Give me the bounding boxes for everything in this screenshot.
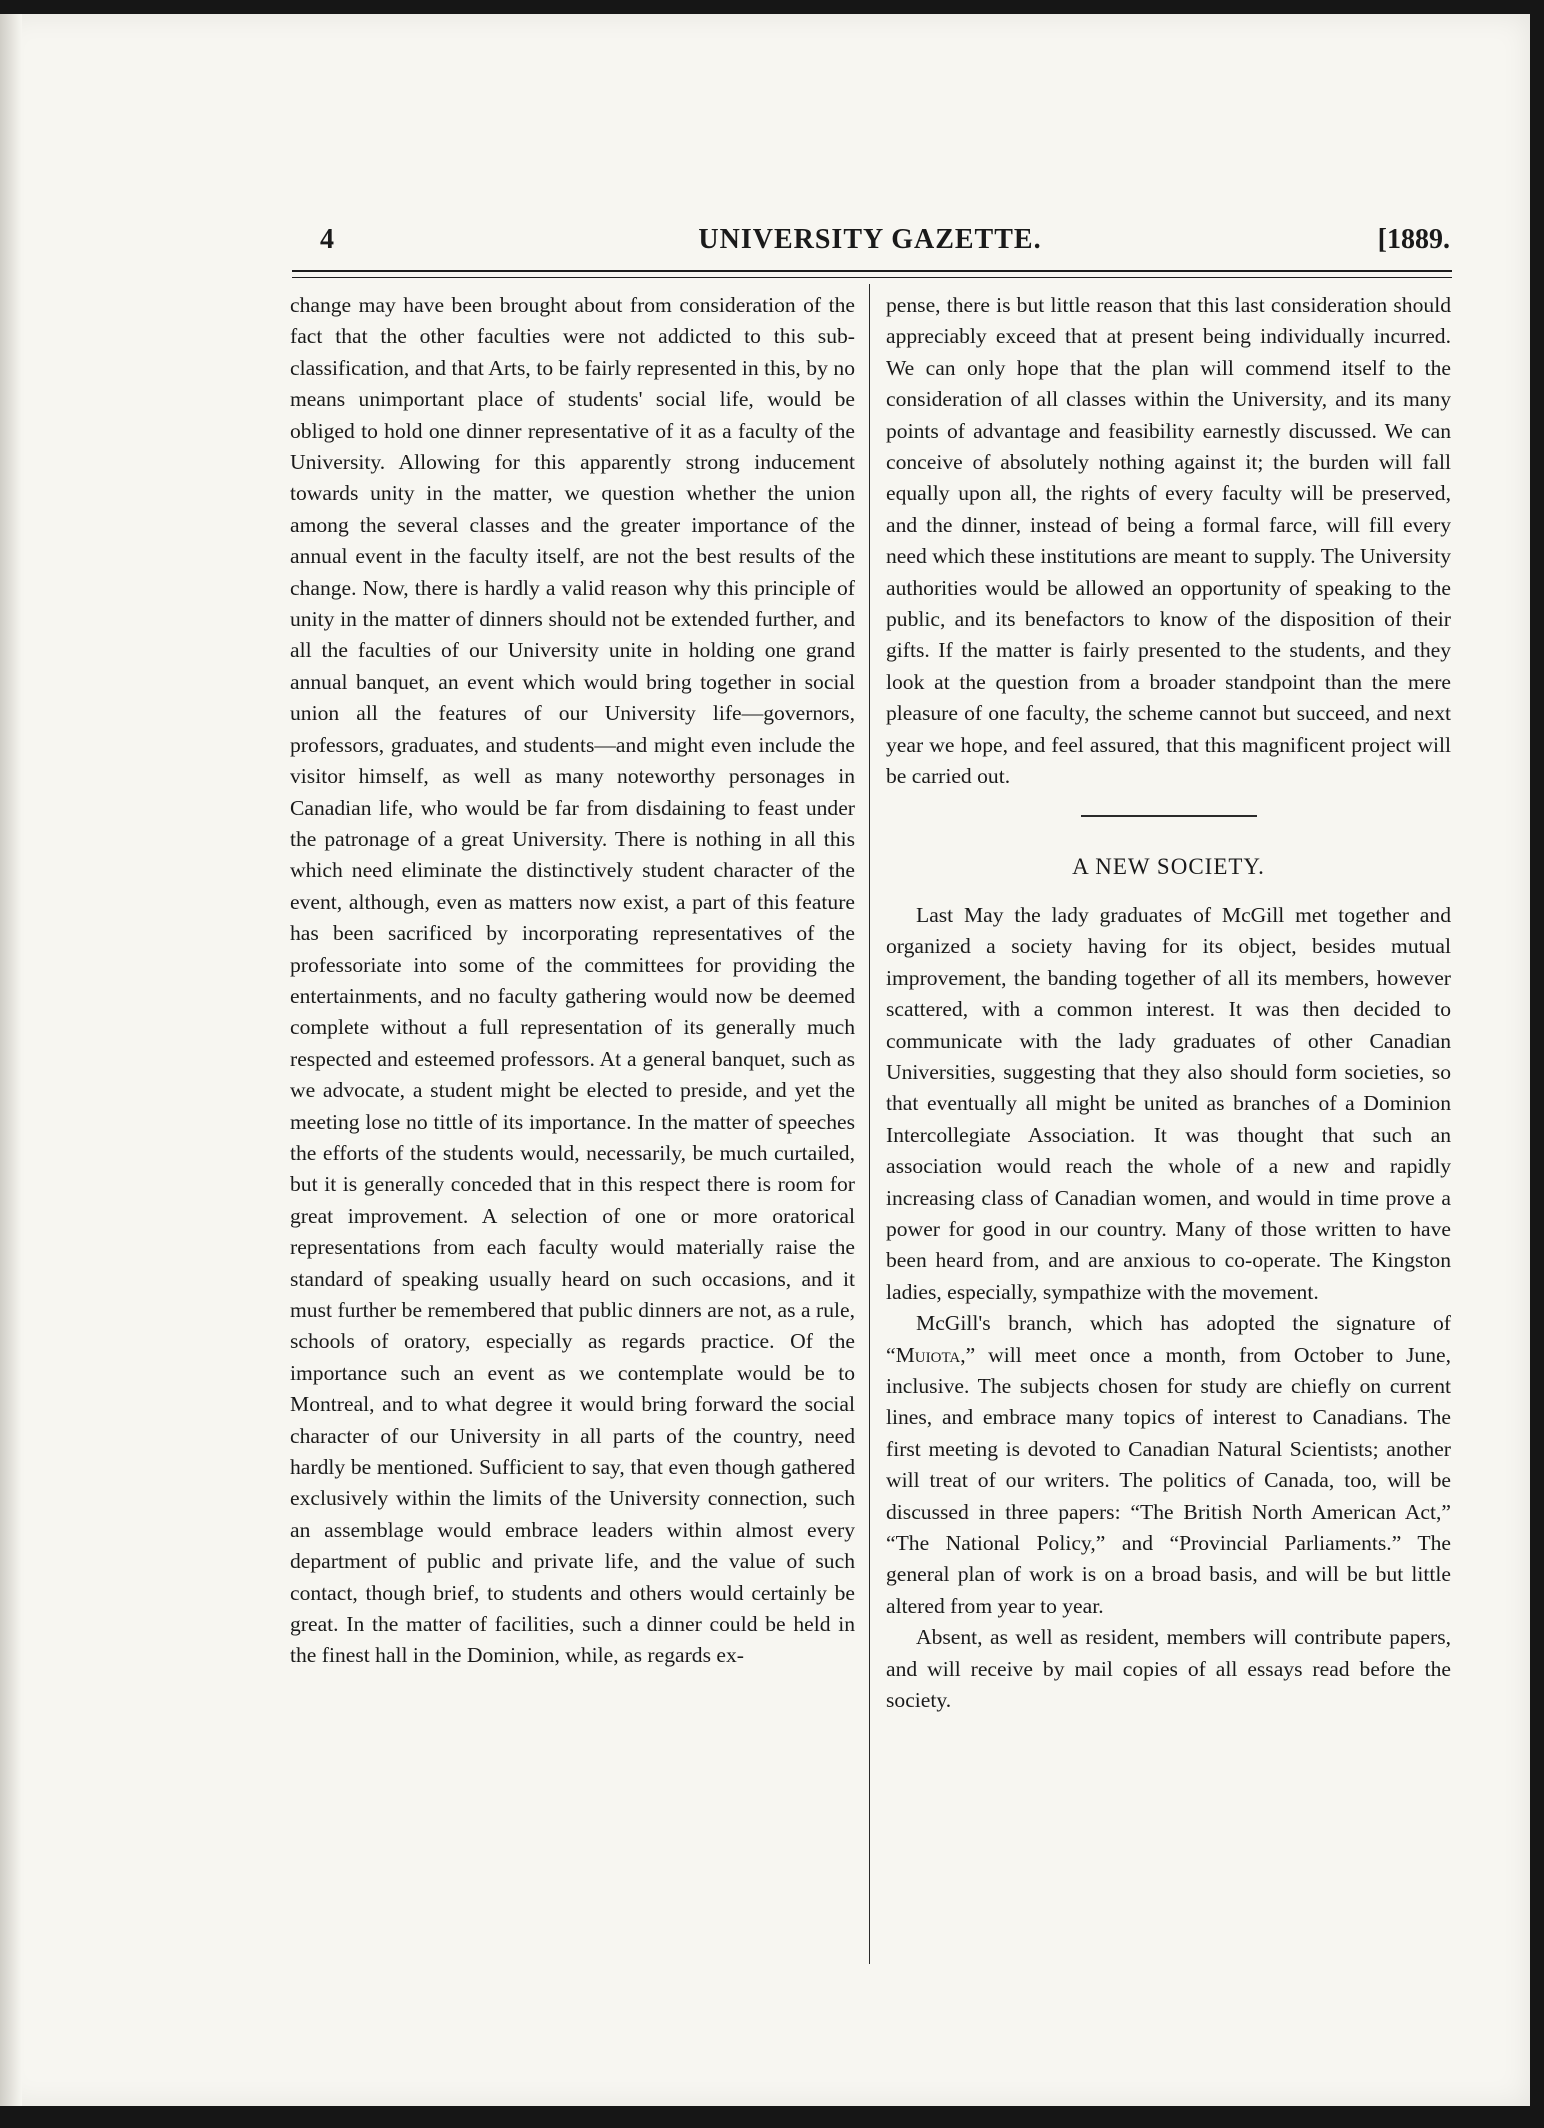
section-separator: [1081, 815, 1257, 817]
society-paragraph-1: Last May the lady graduates of McGill met together and organized a society having for its object, besides mutual improvement, the banding together of all its members, however scattered, with a common interest. It was then decided to communicate with the lady graduates of other Canadian Universities, suggesting that they also should form societies, so that eventually all might be united as branches of a Dominion Intercollegiate Association. It was thought that such an association would reach the whole of a new and rapidly increasing class of Canadian women, and would in time prove a power for good in our country. Many of those written to have been heard from, and are anxious to co-operate. The Kingston ladies, especially, sympathize with the movement.: [886, 902, 1451, 1304]
society-paragraph-2: [886, 1308, 1451, 1622]
gazette-page: [0, 14, 1530, 2106]
page-edge-shadow: [0, 14, 22, 2106]
page-number: 4: [320, 224, 334, 255]
page-header: [290, 224, 1450, 270]
paragraph-2-start: McGill's branch, which has adopted the signature of “: [886, 1311, 1451, 1367]
running-title: UNIVERSITY GAZETTE.: [698, 224, 1042, 255]
society-signature-name: Muiota: [895, 1342, 961, 1367]
header-rule-top: [292, 270, 1452, 272]
society-paragraph-3: Absent, as well as resident, members will contribute papers, and will receive by mail copies of all essays read before the society.: [886, 1625, 1451, 1713]
column-divider: [869, 284, 870, 1964]
left-column-text: change may have been brought about from consideration of the fact that the other faculties were not addicted to this sub-classification, and that Arts, to be fairly represented in this, by no means unimportant place of students' social life, would be obliged to hold one dinner representative of it as a faculty of the University. Allowing for this apparently strong inducement towards unity in the matter, we question whether the union among the several classes and the greater importance of the annual event in the faculty itself, are not the best results of the change. Now, there is hardly a valid reason why this principle of unity in the matter of dinners should not be extended further, and all the faculties of our University unite in holding one grand annual banquet, an event which would bring together in social union all the features of our University life—governors, professors, graduates, and students—and might even include the visitor himself, as well as many noteworthy personages in Canadian life, who would be far from disdaining to feast under the patronage of a great University. There is nothing in all this which need eliminate the distinctively student character of the event, although, even as matters now exist, a part of this feature has been sacrificed by incorporating representatives of the professoriate into some of the committees for providing the entertainments, and no faculty gathering would now be deemed complete without a full representation of its generally much respected and esteemed professors. At a general banquet, such as we advocate, a student might be elected to preside, and yet the meeting lose no tittle of its importance. In the matter of speeches the efforts of the students would, necessarily, be much curtailed, but it is generally conceded that in this respect there is room for great improvement. A selection of one or more oratorical representations from each faculty would materially raise the standard of speaking usually heard on such occasions, and it must further be remembered that public dinners are not, as a rule, schools of oratory, especially as regards practice. Of the importance such an event as we contemplate would be to Montreal, and to what degree it would bring forward the social character of our University in all parts of the country, need hardly be mentioned. Sufficient to say, that even though gathered exclusively within the limits of the University connection, such an assemblage would embrace leaders within almost every department of public and private life, and the value of such contact, though brief, to students and others would certainly be great. In the matter of facilities, such a dinner could be held in the finest hall in the Dominion, while, as regards ex-: [290, 293, 855, 1668]
right-column: [886, 290, 1451, 1716]
issue-year: [1889.: [1377, 224, 1450, 255]
header-rule-bottom: [292, 277, 1452, 278]
left-column: [290, 290, 855, 1672]
article-continuation: pense, there is but little reason that this last consideration should appreciably exceed that at present being individually incurred. We can only hope that the plan will commend itself to the consideration of all classes within the University, and its many points of advantage and feasibility earnestly discussed. We can conceive of absolutely nothing against it; the burden will fall equally upon all, the rights of every faculty will be preserved, and the dinner, instead of being a formal farce, will fill every need which these institutions are meant to supply. The University authorities would be allowed an opportunity of speaking to the public, and its benefactors to know of the disposition of their gifts. If the matter is fairly presented to the students, and they look at the question from a broader standpoint than the mere pleasure of one faculty, the scheme cannot but succeed, and next year we hope, and feel assured, that this magnificent project will be carried out.: [886, 293, 1451, 789]
section-title: A NEW SOCIETY.: [1072, 853, 1265, 879]
paragraph-2-rest: ,” will meet once a month, from October to June, inclusive. The subjects chosen for study are chiefly on current lines, and embrace many topics of interest to Canadians. The first meeting is devoted to Canadian Natural Scientists; another will treat of our writers. The politics of Canada, too, will be discussed in three papers: “The British North American Act,” “The National Policy,” and “Provincial Parliaments.” The general plan of work is on a broad basis, and will be but little altered from year to year.: [886, 1342, 1451, 1618]
